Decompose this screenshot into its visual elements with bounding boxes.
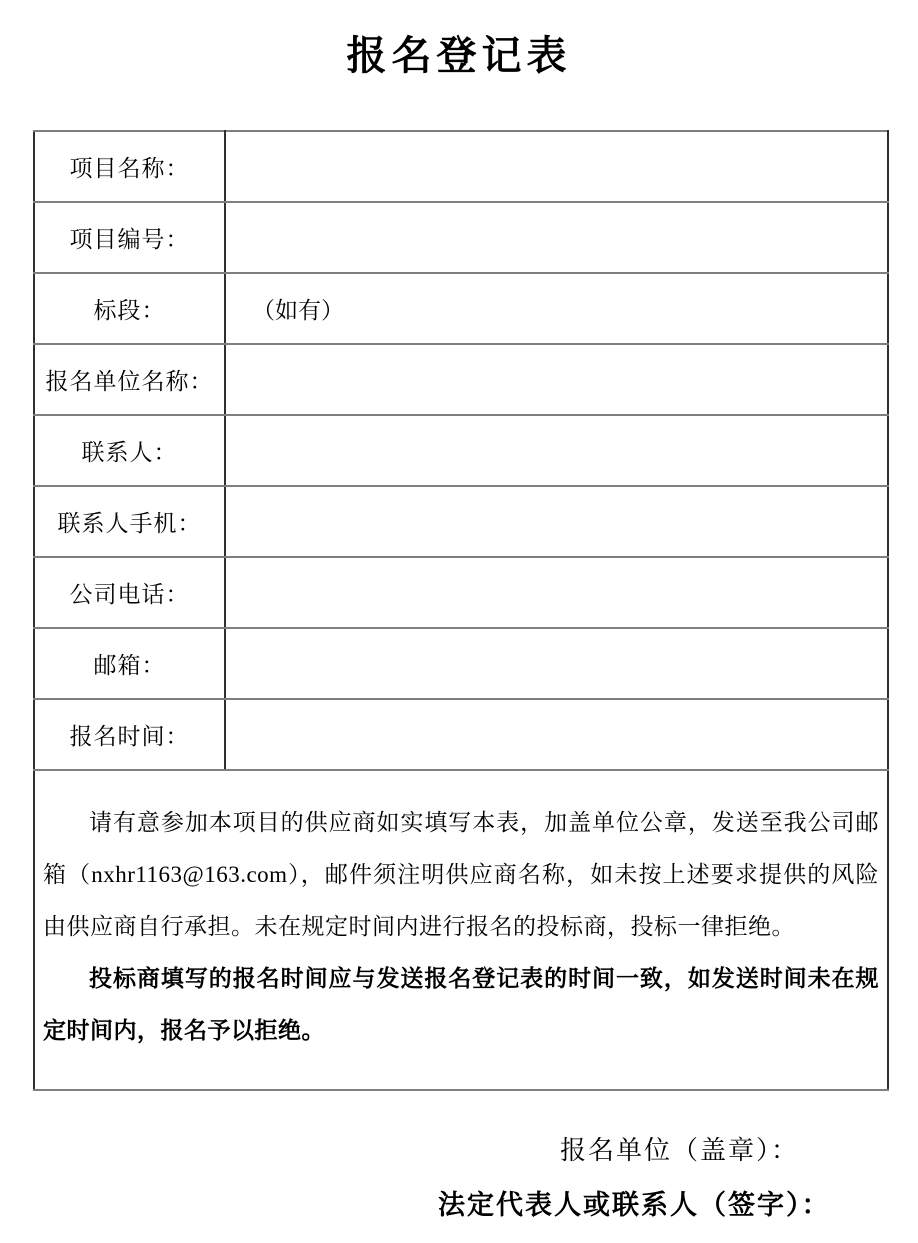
- row-label-bid-section: 标段：: [34, 273, 225, 344]
- signature-sign-line: 法定代表人或联系人（签字）：: [438, 1190, 831, 1220]
- row-label-contact-mobile: 联系人手机：: [34, 486, 225, 557]
- row-value-bid-section[interactable]: （如有）: [225, 273, 888, 344]
- row-label-email: 邮箱：: [34, 628, 225, 699]
- row-label-company-phone: 公司电话：: [34, 557, 225, 628]
- table-row: [34, 486, 888, 557]
- row-value-contact-mobile[interactable]: [225, 486, 888, 557]
- row-value-project-name[interactable]: [225, 131, 888, 202]
- table-row: [34, 344, 888, 415]
- row-value-applicant-unit[interactable]: [225, 344, 888, 415]
- notes-row: [34, 770, 888, 1090]
- row-value-project-number[interactable]: [225, 202, 888, 273]
- row-value-contact-person[interactable]: [225, 415, 888, 486]
- row-value-registration-time[interactable]: [225, 699, 888, 770]
- registration-table: [33, 130, 889, 1091]
- notes-cell: [34, 770, 888, 1090]
- table-row: [34, 628, 888, 699]
- table-row: [34, 415, 888, 486]
- notes-paragraph-1: 请有意参加本项目的供应商如实填写本表，加盖单位公章，发送至我公司邮箱（nxhr1163@163.com），邮件须注明供应商名称，如未按上述要求提供的风险由供应商自行承担。未在规定时间内进行报名的投标商，投标一律拒绝。: [43, 810, 879, 939]
- row-label-applicant-unit: 报名单位名称：: [34, 344, 225, 415]
- signature-seal-line: 报名单位（盖章）：: [560, 1136, 800, 1165]
- table-row: [34, 557, 888, 628]
- table-row: [34, 202, 888, 273]
- row-label-project-number: 项目编号：: [34, 202, 225, 273]
- table-row: [34, 273, 888, 344]
- notes-paragraph-2: 投标商填写的报名时间应与发送报名登记表的时间一致，如发送时间未在规定时间内，报名予以拒绝。: [43, 966, 879, 1043]
- row-label-project-name: 项目名称：: [34, 131, 225, 202]
- row-label-registration-time: 报名时间：: [34, 699, 225, 770]
- row-label-contact-person: 联系人：: [34, 415, 225, 486]
- table-row: [34, 131, 888, 202]
- table-row: [34, 699, 888, 770]
- row-value-email[interactable]: [225, 628, 888, 699]
- row-value-company-phone[interactable]: [225, 557, 888, 628]
- page-title: 报名登记表: [346, 33, 572, 78]
